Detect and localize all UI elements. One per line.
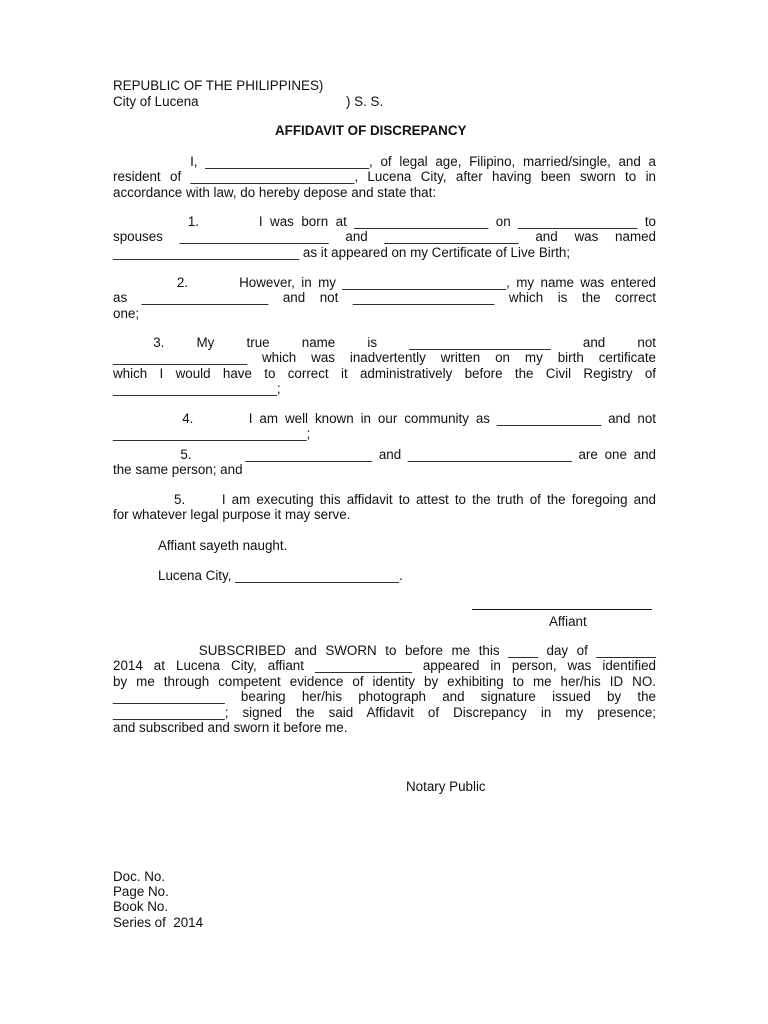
doc-no-label: Doc. No. — [113, 869, 166, 884]
paragraph-line: _________________________ as it appeared on my Certificate of Live Birth; — [113, 244, 571, 260]
header-republic: REPUBLIC OF THE PHILIPPINES) — [113, 78, 324, 93]
paragraph-line: as _________________ and not ___________________ which is the correct — [113, 290, 656, 306]
jurat-paragraph — [113, 643, 656, 735]
paragraph-1 — [113, 214, 656, 260]
jurat-line: 2014 at Lucena City, affiant _____________ appeared in person, was identified — [113, 658, 656, 674]
document-title: AFFIDAVIT OF DISCREPANCY — [275, 123, 467, 138]
paragraph-line: __________________________; — [113, 426, 311, 442]
paragraph-line: ______________________; — [113, 381, 281, 397]
book-no-label: Book No. — [113, 899, 169, 914]
paragraph-line: 4. I am well known in our community as ______________ and not — [113, 411, 656, 426]
paragraph-line: for whatever legal purpose it may serve. — [113, 507, 351, 523]
lucena-city-date-line: Lucena City, ______________________. — [158, 568, 403, 583]
paragraph-line: one; — [113, 305, 140, 321]
affiant-label: Affiant — [549, 614, 587, 629]
paragraph-4 — [113, 411, 656, 442]
affiant-sayeth-naught: Affiant sayeth naught. — [158, 538, 288, 553]
paragraph-line: which I would have to correct it administratively before the Civil Registry of — [113, 365, 656, 381]
jurat-line: _______________ bearing her/his photograph and signature issued by the — [113, 689, 656, 705]
paragraph-line: 2. However, in my ______________________, my name was entered — [113, 275, 656, 290]
paragraph-line: 5. _________________ and ______________________ are one and — [113, 447, 656, 462]
jurat-line: by me through competent evidence of identity by exhibiting to me her/his ID NO. — [113, 673, 656, 689]
paragraph-2 — [113, 275, 656, 321]
header-city: City of Lucena — [113, 94, 199, 109]
paragraph-3 — [113, 335, 656, 397]
paragraph-6 — [113, 492, 656, 523]
page-no-label: Page No. — [113, 884, 169, 899]
intro-line: resident of ______________________, Lucena City, after having been sworn to in — [113, 169, 656, 185]
paragraph-5 — [113, 447, 656, 478]
paragraph-line: 5. I am executing this affidavit to attest to the truth of the foregoing and — [113, 492, 656, 507]
series-label: Series of 2014 — [113, 915, 204, 930]
paragraph-line: __________________ which was inadvertently written on my birth certificate — [113, 350, 656, 366]
paragraph-line: spouses ____________________ and __________________ and was named — [113, 229, 656, 245]
jurat-line: SUBSCRIBED and SWORN to before me this ____ day of ________ — [113, 643, 656, 658]
intro-paragraph — [113, 154, 656, 200]
paragraph-line: 1. I was born at __________________ on ________________ to — [113, 214, 656, 229]
paragraph-line: 3. My true name is ___________________ and not — [113, 335, 656, 350]
jurat-line: _______________; signed the said Affidavit of Discrepancy in my presence; — [113, 704, 656, 720]
notary-public-label: Notary Public — [406, 779, 486, 794]
intro-line: I, ______________________, of legal age, Filipino, married/single, and a — [113, 154, 656, 169]
affiant-signature-line — [472, 609, 652, 610]
paragraph-line: the same person; and — [113, 462, 243, 478]
intro-line: accordance with law, do hereby depose and state that: — [113, 184, 437, 200]
jurat-line: and subscribed and sworn it before me. — [113, 720, 348, 736]
header-ss: ) S. S. — [346, 94, 384, 109]
